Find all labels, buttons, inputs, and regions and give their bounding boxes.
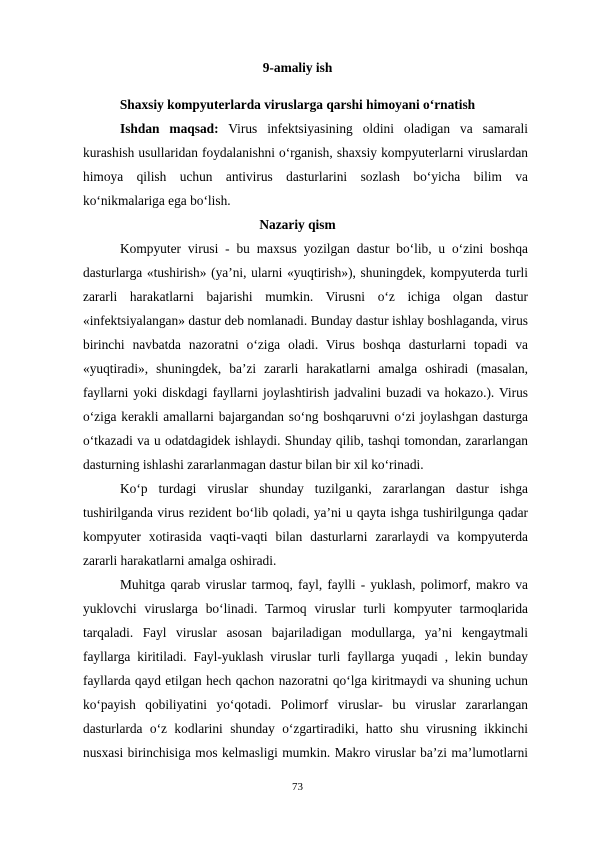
- paragraph-line: «yuqtiradi», shuningdek, ba’zi zararli harakatlarni amalga oshiradi (masalan,: [83, 361, 528, 376]
- goal-line: himoya qilish uchun antivirus dasturlarini sozlash bo‘yicha bilim va: [83, 169, 528, 184]
- goal-line: ko‘nikmalariga ega bo‘lish.: [83, 193, 231, 208]
- paragraph-line: Kompyuter virusi - bu maxsus yozilgan dastur bo‘lib, u o‘zini boshqa: [120, 241, 528, 256]
- goal-line: kurashish usullaridan foydalanishni o‘rganish, shaxsiy kompyuterlarni viruslardan: [83, 145, 528, 160]
- paragraph-line: zararli harakatlarni bajarishi mumkin. Virusni o‘z ichiga olgan dastur: [83, 289, 528, 304]
- page-number: 73: [292, 781, 303, 793]
- goal-line: [120, 121, 528, 137]
- paragraph-line: o‘ziga kerakli amallarni bajargandan so‘ng boshqaruvni o‘zi joylashgan dasturga: [83, 409, 528, 424]
- paragraph-line: «infektsiyalangan» dastur deb nomlanadi. Bunday dastur ishlay boshlaganda, virus: [83, 313, 528, 328]
- paragraph-line: birinchi navbatda nazoratni o‘ziga oladi. Virus boshqa dasturlarni topadi va: [83, 337, 528, 352]
- paragraph-line: dasturlarda o‘z kodlarini shunday o‘zgartiradiki, hatto shu virusning ikkinchi: [83, 721, 528, 736]
- page-subtitle: Shaxsiy kompyuterlarda viruslarga qarshi himoyani o‘rnatish: [119, 97, 476, 112]
- page-title: 9-amaliy ish: [262, 60, 333, 75]
- paragraph-line: dasturning ishlashi zararlanmagan dastur bilan bir xil ko‘rinadi.: [83, 457, 424, 472]
- paragraph-line: dasturlarga «tushirish» (ya’ni, ularni «yuqtirish»), shuningdek, kompyuterda turli: [83, 265, 528, 280]
- paragraph-line: tarqaladi. Fayl viruslar asosan bajariladigan modullarga, ya’ni kengaytmali: [83, 625, 528, 640]
- section-title: Nazariy qism: [259, 217, 336, 232]
- paragraph-line: nusxasi birinchisiga mos kelmasligi mumkin. Makro viruslar ba’zi ma’lumotlarni: [83, 745, 528, 760]
- paragraph-line: fayllarda qayd etilgan hech qachon nazoratni qo‘lga kiritmaydi va shuning uchun: [83, 673, 528, 688]
- paragraph-line: fayllarni yoki diskdagi fayllarni joylashtirish jadvalini buzadi va hokazo.). Virus: [83, 385, 528, 400]
- paragraph-line: kompyuter xotirasida vaqti-vaqti bilan dasturlarni zararlaydi va kompyuterda: [83, 529, 528, 544]
- paragraph-line: Ko‘p turdagi viruslar shunday tuzilganki, zararlangan dastur ishga: [120, 481, 528, 496]
- paragraph-line: yuklovchi viruslarga bo‘linadi. Tarmoq viruslar turli kompyuter tarmoqlarida: [83, 601, 528, 616]
- goal-label: Ishdan maqsad:: [120, 121, 219, 136]
- paragraph-line: tushirilganda virus rezident bo‘lib qoladi, ya’ni u qayta ishga tushirilgunga qadar: [83, 505, 528, 520]
- paragraph-line: o‘tkazadi va u odatdagidek ishlaydi. Shunday qilib, tashqi tomondan, zararlangan: [83, 433, 528, 448]
- paragraph-line: Muhitga qarab viruslar tarmoq, fayl, faylli - yuklash, polimorf, makro va: [120, 577, 528, 592]
- paragraph-line: fayllarga kiritiladi. Fayl-yuklash viruslar turli fayllarga yuqadi , lekin bunday: [83, 649, 528, 664]
- goal-text: Virus infektsiyasining oldini oladigan va samarali: [218, 121, 528, 136]
- paragraph-line: ko‘payish qobiliyatini yo‘qotadi. Polimorf viruslar- bu viruslar zararlangan: [83, 697, 528, 712]
- paragraph-line: zararli harakatlarni amalga oshiradi.: [83, 553, 277, 568]
